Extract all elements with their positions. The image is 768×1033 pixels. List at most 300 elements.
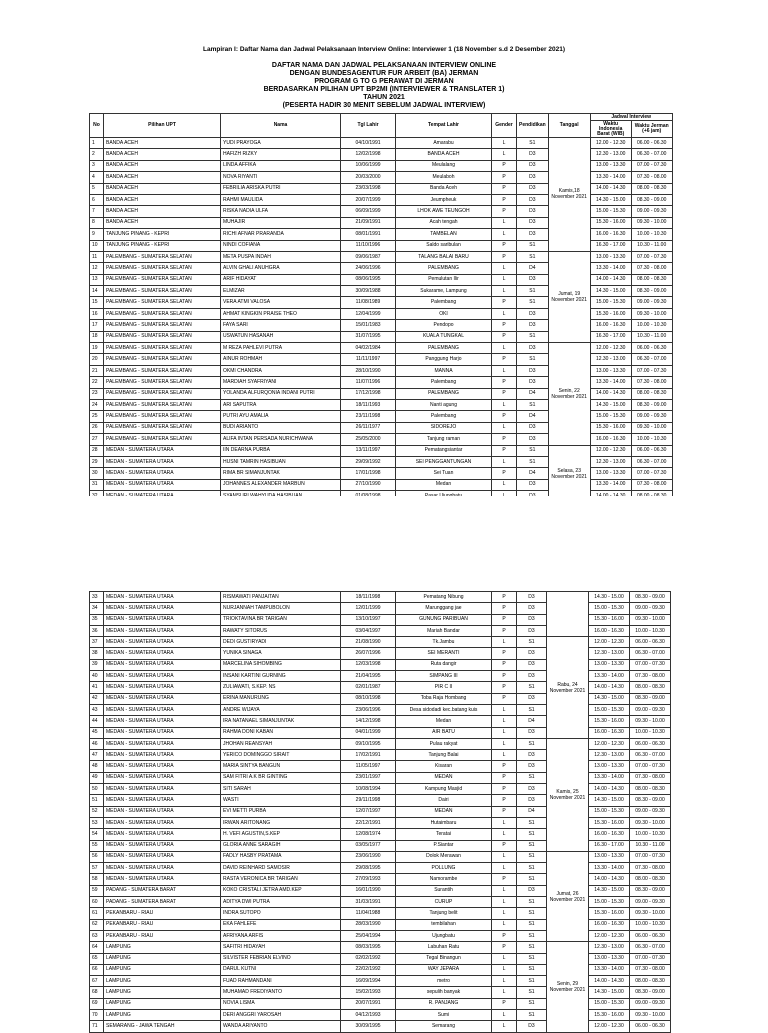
cell-nama: ARIF HIDAYAT [221, 274, 341, 285]
cell-upt: PALEMBANG - SUMATERA SELATAN [104, 354, 221, 365]
cell-nama: PUTRI AYU AMALIA [221, 411, 341, 422]
cell-tempat-lahir: Kisaran [396, 761, 492, 772]
cell-tgl-lahir: 11/05/1997 [341, 761, 396, 772]
cell-no: 23 [90, 388, 104, 399]
cell-tgl-lahir: 20/03/2000 [341, 172, 396, 183]
cell-tempat-lahir: Pulau rakyat [396, 738, 492, 749]
cell-upt: MEDAN - SUMATERA UTARA [104, 659, 221, 670]
cell-no: 15 [90, 297, 104, 308]
cell-no: 36 [90, 625, 104, 636]
cell-wib: 15.00 - 15.30 [590, 297, 631, 308]
cell-wib: 14.30 - 15.00 [590, 399, 631, 410]
cell-nama: RISKA NADIA ULFA [221, 206, 341, 217]
cell-wib: 14.30 - 15.00 [589, 795, 630, 806]
cell-upt: MEDAN - SUMATERA UTARA [104, 716, 221, 727]
cell-tempat-lahir: Tanjung raman [396, 434, 492, 445]
cell-tempat-lahir: Acah tengah [396, 217, 492, 228]
cell-gender: P [492, 411, 517, 422]
cell-pendidikan: D3 [517, 614, 547, 625]
cell-wib: 15.30 - 16.00 [590, 308, 631, 319]
cell-pendidikan: D3 [517, 592, 547, 603]
cell-tgl-lahir: 11/08/1989 [341, 297, 396, 308]
cell-tempat-lahir: Mariah Bandar [396, 625, 492, 636]
cell-tgl-lahir: 21/09/1991 [341, 217, 396, 228]
cell-tgl-lahir: 20/07/1999 [341, 194, 396, 205]
cell-tempat-lahir: Sei Tuan [396, 468, 492, 479]
cell-tgl-lahir: 03/05/1977 [341, 840, 396, 851]
cell-wib: 15.30 - 16.00 [589, 908, 630, 919]
cell-no: 67 [90, 976, 104, 987]
cell-jerman: 10.30 - 11.00 [631, 240, 672, 251]
cell-wib: 14.30 - 15.00 [589, 693, 630, 704]
cell-nama: SITI SARAH [221, 784, 341, 795]
cell-no: 54 [90, 829, 104, 840]
cell-pendidikan: S1 [517, 897, 547, 908]
table-row [90, 138, 673, 149]
cell-tempat-lahir: Jeumpheuk [396, 194, 492, 205]
cell-nama: RAWATY SITORUS [221, 625, 341, 636]
cell-pendidikan: S1 [517, 817, 547, 828]
cell-wib: 13.00 - 13.30 [590, 251, 631, 262]
cell-jerman: 07.00 - 07.30 [630, 659, 671, 670]
cell-jerman: 06.30 - 07.00 [631, 149, 672, 160]
cell-tempat-lahir: TAMBELAN [396, 229, 492, 240]
cell-tempat-lahir: Pematangsiantar [396, 445, 492, 456]
cell-pendidikan: S1 [517, 286, 549, 297]
col-tgl-lahir: Tgl Lahir [341, 114, 396, 138]
cell-tempat-lahir: Toba Raja Hombang [396, 693, 492, 704]
cell-jerman: 08.30 - 09.00 [630, 987, 671, 998]
cell-wib: 13.00 - 13.30 [589, 761, 630, 772]
cell-tanggal: Rabu, 24 November 2021 [547, 637, 589, 739]
cell-jerman: 09.30 - 10.00 [631, 308, 672, 319]
cell-jerman: 09.00 - 09.30 [630, 897, 671, 908]
cell-wib: 13.30 - 14.00 [589, 964, 630, 975]
cell-pendidikan: S1 [517, 331, 549, 342]
cell-gender: P [492, 874, 517, 885]
cell-pendidikan: S1 [517, 874, 547, 885]
cell-tempat-lahir: Medan [396, 479, 492, 490]
cell-nama: JHOHAN REANSYAH [221, 738, 341, 749]
cell-tgl-lahir: 14/12/1998 [341, 716, 396, 727]
cell-jerman: 08.00 - 08.30 [630, 784, 671, 795]
cell-upt: MEDAN - SUMATERA UTARA [104, 761, 221, 772]
cell-no: 11 [90, 251, 104, 262]
cell-pendidikan: D3 [517, 671, 547, 682]
cell-nama: NOVIA LISMA [221, 998, 341, 1009]
cell-nama: OKMI CHANDRA [221, 365, 341, 376]
cell-tempat-lahir: POLLUNG [396, 863, 492, 874]
cell-tempat-lahir: Dolok Merawan [396, 851, 492, 862]
cell-gender: P [492, 183, 517, 194]
cell-tempat-lahir: P.Siantar [396, 840, 492, 851]
table-2-body [90, 592, 671, 1033]
cell-gender: P [492, 297, 517, 308]
cell-wib: 14.00 - 14.30 [590, 183, 631, 194]
cell-nama: IIN DEARNA PURBA [221, 445, 341, 456]
cell-no: 37 [90, 637, 104, 648]
col-wib: Waktu Indonesia Barat (WIB) [590, 121, 631, 138]
cell-upt: MEDAN - SUMATERA UTARA [104, 829, 221, 840]
cell-nama: FEBRILIA ARISKA PUTRI [221, 183, 341, 194]
cell-no: 5 [90, 183, 104, 194]
cell-jerman: 07.30 - 08.00 [630, 863, 671, 874]
cell-gender: L [492, 229, 517, 240]
cell-jerman: 09.30 - 10.00 [630, 908, 671, 919]
cell-upt: LAMPUNG [104, 998, 221, 1009]
cell-tgl-lahir: 08/10/1998 [341, 693, 396, 704]
cell-tgl-lahir: 12/02/1998 [341, 149, 396, 160]
cell-gender: P [492, 840, 517, 851]
col-jerman: Waktu Jerman (+6 jam) [631, 121, 672, 138]
page-gap [0, 496, 768, 591]
cell-jerman: 07.00 - 07.30 [631, 468, 672, 479]
cell-nama: NURJANNAH TAMPUBOLON [221, 603, 341, 614]
cell-pendidikan: D3 [517, 434, 549, 445]
cell-nama: HAFIZH RIZKY [221, 149, 341, 160]
cell-tempat-lahir: PIR C II [396, 682, 492, 693]
cell-upt: PALEMBANG - SUMATERA SELATAN [104, 377, 221, 388]
cell-jerman: 09.00 - 09.30 [630, 704, 671, 715]
cell-upt: PALEMBANG - SUMATERA SELATAN [104, 422, 221, 433]
cell-wib: 14.30 - 15.00 [590, 286, 631, 297]
table-1-body [90, 138, 673, 503]
cell-gender: P [492, 434, 517, 445]
cell-upt: BANDA ACEH [104, 194, 221, 205]
cell-nama: KOKO CRISTALI JETRA AMD.KEP [221, 885, 341, 896]
cell-pendidikan: S1 [517, 919, 547, 930]
cell-tgl-lahir: 18/11/1998 [341, 592, 396, 603]
cell-tempat-lahir: SIMPANG III [396, 671, 492, 682]
col-upt: Pilihan UPT [104, 114, 221, 138]
cell-tgl-lahir: 23/01/1997 [341, 772, 396, 783]
cell-wib: 15.30 - 16.00 [589, 716, 630, 727]
cell-tgl-lahir: 09/06/1987 [341, 251, 396, 262]
cell-tanggal: Senin, 29 November 2021 [547, 942, 589, 1032]
cell-wib: 13.00 - 13.30 [590, 365, 631, 376]
cell-nama: DARUL KUTNI [221, 964, 341, 975]
cell-nama: MARDIAH SYAFRIYANI [221, 377, 341, 388]
cell-wib: 12.00 - 12.30 [589, 930, 630, 941]
cell-upt: LAMPUNG [104, 987, 221, 998]
cell-upt: MEDAN - SUMATERA UTARA [104, 614, 221, 625]
cell-no: 2 [90, 149, 104, 160]
cell-upt: MEDAN - SUMATERA UTARA [104, 592, 221, 603]
cell-tempat-lahir: Sukarame, Lampung [396, 286, 492, 297]
cell-gender: L [492, 885, 517, 896]
cell-gender: L [492, 704, 517, 715]
cell-wib: 16.30 - 17.00 [589, 840, 630, 851]
cell-nama: DEDI GUSTIRYADI [221, 637, 341, 648]
cell-pendidikan: S1 [517, 998, 547, 1009]
cell-wib: 12.00 - 12.30 [589, 738, 630, 749]
cell-wib: 15.00 - 15.30 [589, 603, 630, 614]
cell-jerman: 06.00 - 06.30 [630, 738, 671, 749]
cell-tempat-lahir: Nanti agung [396, 399, 492, 410]
cell-nama: NOVA RIYANTI [221, 172, 341, 183]
cell-jerman: 07.30 - 08.00 [630, 772, 671, 783]
cell-no: 3 [90, 160, 104, 171]
cell-nama: USWATUN HASANAH [221, 331, 341, 342]
cell-upt: MEDAN - SUMATERA UTARA [104, 445, 221, 456]
cell-pendidikan: D3 [517, 479, 549, 490]
cell-gender: P [492, 930, 517, 941]
cell-gender: L [492, 750, 517, 761]
cell-upt: MEDAN - SUMATERA UTARA [104, 806, 221, 817]
cell-upt: PALEMBANG - SUMATERA SELATAN [104, 263, 221, 274]
cell-no: 6 [90, 194, 104, 205]
cell-pendidikan: S1 [517, 399, 549, 410]
cell-jerman: 07.00 - 07.30 [631, 365, 672, 376]
col-pendidikan: Pendidikan [517, 114, 549, 138]
cell-no: 57 [90, 863, 104, 874]
cell-wib: 15.30 - 16.00 [589, 614, 630, 625]
cell-gender: L [492, 897, 517, 908]
cell-no: 69 [90, 998, 104, 1009]
col-nama: Nama [221, 114, 341, 138]
cell-pendidikan: S1 [517, 138, 549, 149]
cell-wib: 13.30 - 14.00 [590, 479, 631, 490]
cell-gender: P [492, 468, 517, 479]
cell-no: 31 [90, 479, 104, 490]
cell-wib: 16.00 - 16.30 [590, 229, 631, 240]
cell-tgl-lahir: 27/10/1990 [341, 479, 396, 490]
cell-nama: RAHMI MAULIDA [221, 194, 341, 205]
doc-title-line-5: TAHUN 2021 [363, 94, 405, 101]
cell-tempat-lahir: OKI [396, 308, 492, 319]
cell-pendidikan: S1 [517, 704, 547, 715]
cell-no: 14 [90, 286, 104, 297]
cell-jerman: 09.00 - 09.30 [630, 806, 671, 817]
cell-tgl-lahir: 27/09/1993 [341, 874, 396, 885]
cell-upt: PADANG - SUMATERA BARAT [104, 885, 221, 896]
cell-pendidikan: D3 [517, 625, 547, 636]
cell-no: 16 [90, 308, 104, 319]
cell-pendidikan: D3 [517, 308, 549, 319]
cell-gender: P [492, 795, 517, 806]
cell-tgl-lahir: 21/08/1990 [341, 637, 396, 648]
cell-no: 43 [90, 704, 104, 715]
cell-wib: 12.30 - 13.00 [589, 942, 630, 953]
cell-tgl-lahir: 18/11/1993 [341, 399, 396, 410]
cell-jerman: 10.00 - 10.30 [631, 229, 672, 240]
cell-tgl-lahir: 04/10/1991 [341, 138, 396, 149]
cell-tempat-lahir: SIDOREJO [396, 422, 492, 433]
cell-upt: MEDAN - SUMATERA UTARA [104, 648, 221, 659]
cell-no: 56 [90, 851, 104, 862]
cell-tgl-lahir: 03/04/1997 [341, 625, 396, 636]
cell-gender: L [492, 863, 517, 874]
cell-tgl-lahir: 25/05/2000 [341, 434, 396, 445]
col-tanggal: Tanggal [548, 114, 590, 138]
cell-wib: 15.00 - 15.30 [589, 806, 630, 817]
cell-no: 33 [90, 592, 104, 603]
cell-nama: ALVIN GHALI ANUHGRA [221, 263, 341, 274]
cell-gender: P [492, 806, 517, 817]
cell-no: 13 [90, 274, 104, 285]
cell-tempat-lahir: GUNUNG PARIBUAN [396, 614, 492, 625]
cell-tempat-lahir: Palembang [396, 411, 492, 422]
cell-tgl-lahir: 11/04/1988 [341, 908, 396, 919]
cell-pendidikan: S1 [517, 772, 547, 783]
doc-title-line-4: BERDASARKAN PILIHAN UPT BP2MI (INTERVIEWER & TRANSLATER 1) [263, 86, 505, 93]
cell-gender: L [492, 365, 517, 376]
cell-no: 64 [90, 942, 104, 953]
cell-wib: 15.00 - 15.30 [589, 998, 630, 1009]
cell-tgl-lahir: 17/12/1998 [341, 388, 396, 399]
cell-upt: LAMPUNG [104, 942, 221, 953]
cell-upt: MEDAN - SUMATERA UTARA [104, 727, 221, 738]
cell-pendidikan: D3 [517, 885, 547, 896]
cell-tempat-lahir: Labuhan Ratu [396, 942, 492, 953]
cell-wib: 13.00 - 13.30 [590, 468, 631, 479]
cell-jerman: 06.00 - 06.30 [631, 343, 672, 354]
cell-tempat-lahir: Desa sidodadi kec.batang kuis [396, 704, 492, 715]
cell-tempat-lahir: BANDA ACEH [396, 149, 492, 160]
cell-tanggal [547, 592, 589, 637]
cell-tempat-lahir: LHOK AWE TEUNGOH [396, 206, 492, 217]
cell-tempat-lahir: WAY JEPARA [396, 964, 492, 975]
cell-nama: FAYA SARI [221, 320, 341, 331]
cell-upt: PALEMBANG - SUMATERA SELATAN [104, 331, 221, 342]
cell-gender: L [492, 716, 517, 727]
cell-nama: ERINA MANURUNG [221, 693, 341, 704]
cell-wib: 14.30 - 15.00 [590, 194, 631, 205]
cell-gender: P [492, 682, 517, 693]
cell-upt: PEKANBARU - RIAU [104, 930, 221, 941]
cell-no: 66 [90, 964, 104, 975]
cell-wib: 12.30 - 13.00 [590, 456, 631, 467]
cell-jerman: 09.30 - 10.00 [631, 217, 672, 228]
schedule-table-2 [89, 591, 671, 1033]
cell-jerman: 10.00 - 10.30 [631, 434, 672, 445]
cell-no: 24 [90, 399, 104, 410]
cell-wib: 13.30 - 14.00 [589, 863, 630, 874]
lampiran-title: Lampiran I: Daftar Nama dan Jadwal Pelaksanaan Interview Online: Interviewer 1 (18 November s.d 2 Desember 2021) [203, 46, 565, 53]
cell-nama: DERI ANGGRI YAROSAH [221, 1009, 341, 1020]
cell-gender: P [492, 603, 517, 614]
cell-nama: FADLY HASBY PRATAMA [221, 851, 341, 862]
cell-tempat-lahir: Palembang [396, 377, 492, 388]
cell-pendidikan: S1 [517, 251, 549, 262]
cell-wib: 12.00 - 12.30 [590, 138, 631, 149]
table-row [90, 637, 671, 648]
cell-gender: L [492, 217, 517, 228]
cell-tempat-lahir: SEI MERANTI [396, 648, 492, 659]
cell-upt: MEDAN - SUMATERA UTARA [104, 738, 221, 749]
cell-jerman: 09.00 - 09.30 [631, 206, 672, 217]
cell-tgl-lahir: 04/12/1993 [341, 1009, 396, 1020]
cell-gender: P [492, 377, 517, 388]
cell-jerman: 10.30 - 11.00 [630, 840, 671, 851]
cell-tgl-lahir: 13/10/1997 [341, 614, 396, 625]
cell-wib: 16.30 - 17.00 [590, 331, 631, 342]
cell-upt: MEDAN - SUMATERA UTARA [104, 603, 221, 614]
cell-gender: P [492, 942, 517, 953]
cell-tempat-lahir: Pematang Nibung [396, 592, 492, 603]
cell-wib: 12.30 - 13.00 [590, 149, 631, 160]
cell-pendidikan: D3 [517, 659, 547, 670]
cell-no: 7 [90, 206, 104, 217]
cell-nama: AFRIYANA ARFIS [221, 930, 341, 941]
col-gender: Gender [492, 114, 517, 138]
cell-upt: BANDA ACEH [104, 206, 221, 217]
cell-pendidikan: S1 [517, 637, 547, 648]
doc-title-line-2: DENGAN BUNDESAGENTUR FUR ARBEIT (BA) JERMAN [289, 70, 479, 77]
cell-tempat-lahir: Banda Aceh [396, 183, 492, 194]
cell-tgl-lahir: 29/09/1992 [341, 456, 396, 467]
cell-pendidikan: S1 [517, 863, 547, 874]
cell-wib: 15.30 - 16.00 [590, 217, 631, 228]
cell-nama: RISMAWATI PANJAITAN [221, 592, 341, 603]
cell-no: 71 [90, 1021, 104, 1032]
cell-jerman: 06.30 - 07.00 [631, 456, 672, 467]
cell-nama: EKA FAHLEFE [221, 919, 341, 930]
cell-tgl-lahir: 29/11/1998 [341, 795, 396, 806]
cell-gender: P [492, 614, 517, 625]
cell-no: 40 [90, 671, 104, 682]
cell-jerman: 06.30 - 07.00 [631, 354, 672, 365]
cell-gender: L [492, 263, 517, 274]
cell-wib: 12.30 - 13.00 [589, 648, 630, 659]
cell-tempat-lahir: Pemulutan Ilir [396, 274, 492, 285]
cell-pendidikan: D4 [517, 716, 547, 727]
cell-tempat-lahir: Namorambe [396, 874, 492, 885]
cell-upt: BANDA ACEH [104, 183, 221, 194]
cell-pendidikan: D3 [517, 320, 549, 331]
cell-pendidikan: D4 [517, 411, 549, 422]
cell-nama: INSANI KARTINI GURNING [221, 671, 341, 682]
cell-upt: PEKANBARU - RIAU [104, 908, 221, 919]
cell-upt: MEDAN - SUMATERA UTARA [104, 840, 221, 851]
cell-jerman: 09.30 - 10.00 [631, 422, 672, 433]
cell-tgl-lahir: 12/01/1999 [341, 603, 396, 614]
cell-tgl-lahir: 17/01/1998 [341, 468, 396, 479]
cell-gender: P [492, 320, 517, 331]
cell-pendidikan: S1 [517, 297, 549, 308]
cell-gender: L [492, 1021, 517, 1032]
cell-pendidikan: D3 [517, 603, 547, 614]
cell-tgl-lahir: 17/02/1991 [341, 750, 396, 761]
cell-tgl-lahir: 02/01/1987 [341, 682, 396, 693]
cell-pendidikan: D3 [517, 761, 547, 772]
cell-jerman: 07.30 - 08.00 [630, 964, 671, 975]
cell-tgl-lahir: 21/04/1995 [341, 671, 396, 682]
cell-no: 9 [90, 229, 104, 240]
cell-tempat-lahir: Dairi [396, 795, 492, 806]
cell-tempat-lahir: Tk.Jambu [396, 637, 492, 648]
cell-jerman: 06.00 - 06.30 [631, 138, 672, 149]
cell-wib: 14.00 - 14.30 [590, 274, 631, 285]
cell-tgl-lahir: 28/10/1990 [341, 365, 396, 376]
cell-gender: P [492, 784, 517, 795]
cell-jerman: 06.30 - 07.00 [630, 750, 671, 761]
cell-upt: MEDAN - SUMATERA UTARA [104, 671, 221, 682]
cell-jerman: 07.00 - 07.30 [631, 251, 672, 262]
cell-tempat-lahir: SEI PENGGANTUNGAN [396, 456, 492, 467]
cell-no: 17 [90, 320, 104, 331]
cell-nama: M REZA PAHLEVI PUTRA [221, 343, 341, 354]
cell-no: 58 [90, 874, 104, 885]
cell-jerman: 06.00 - 06.30 [630, 637, 671, 648]
cell-tgl-lahir: 30/09/1995 [341, 1021, 396, 1032]
cell-gender: P [492, 772, 517, 783]
cell-no: 34 [90, 603, 104, 614]
cell-gender: L [492, 908, 517, 919]
cell-wib: 12.00 - 12.30 [589, 1021, 630, 1032]
cell-pendidikan: S1 [517, 1009, 547, 1020]
cell-wib: 14.00 - 14.30 [589, 682, 630, 693]
